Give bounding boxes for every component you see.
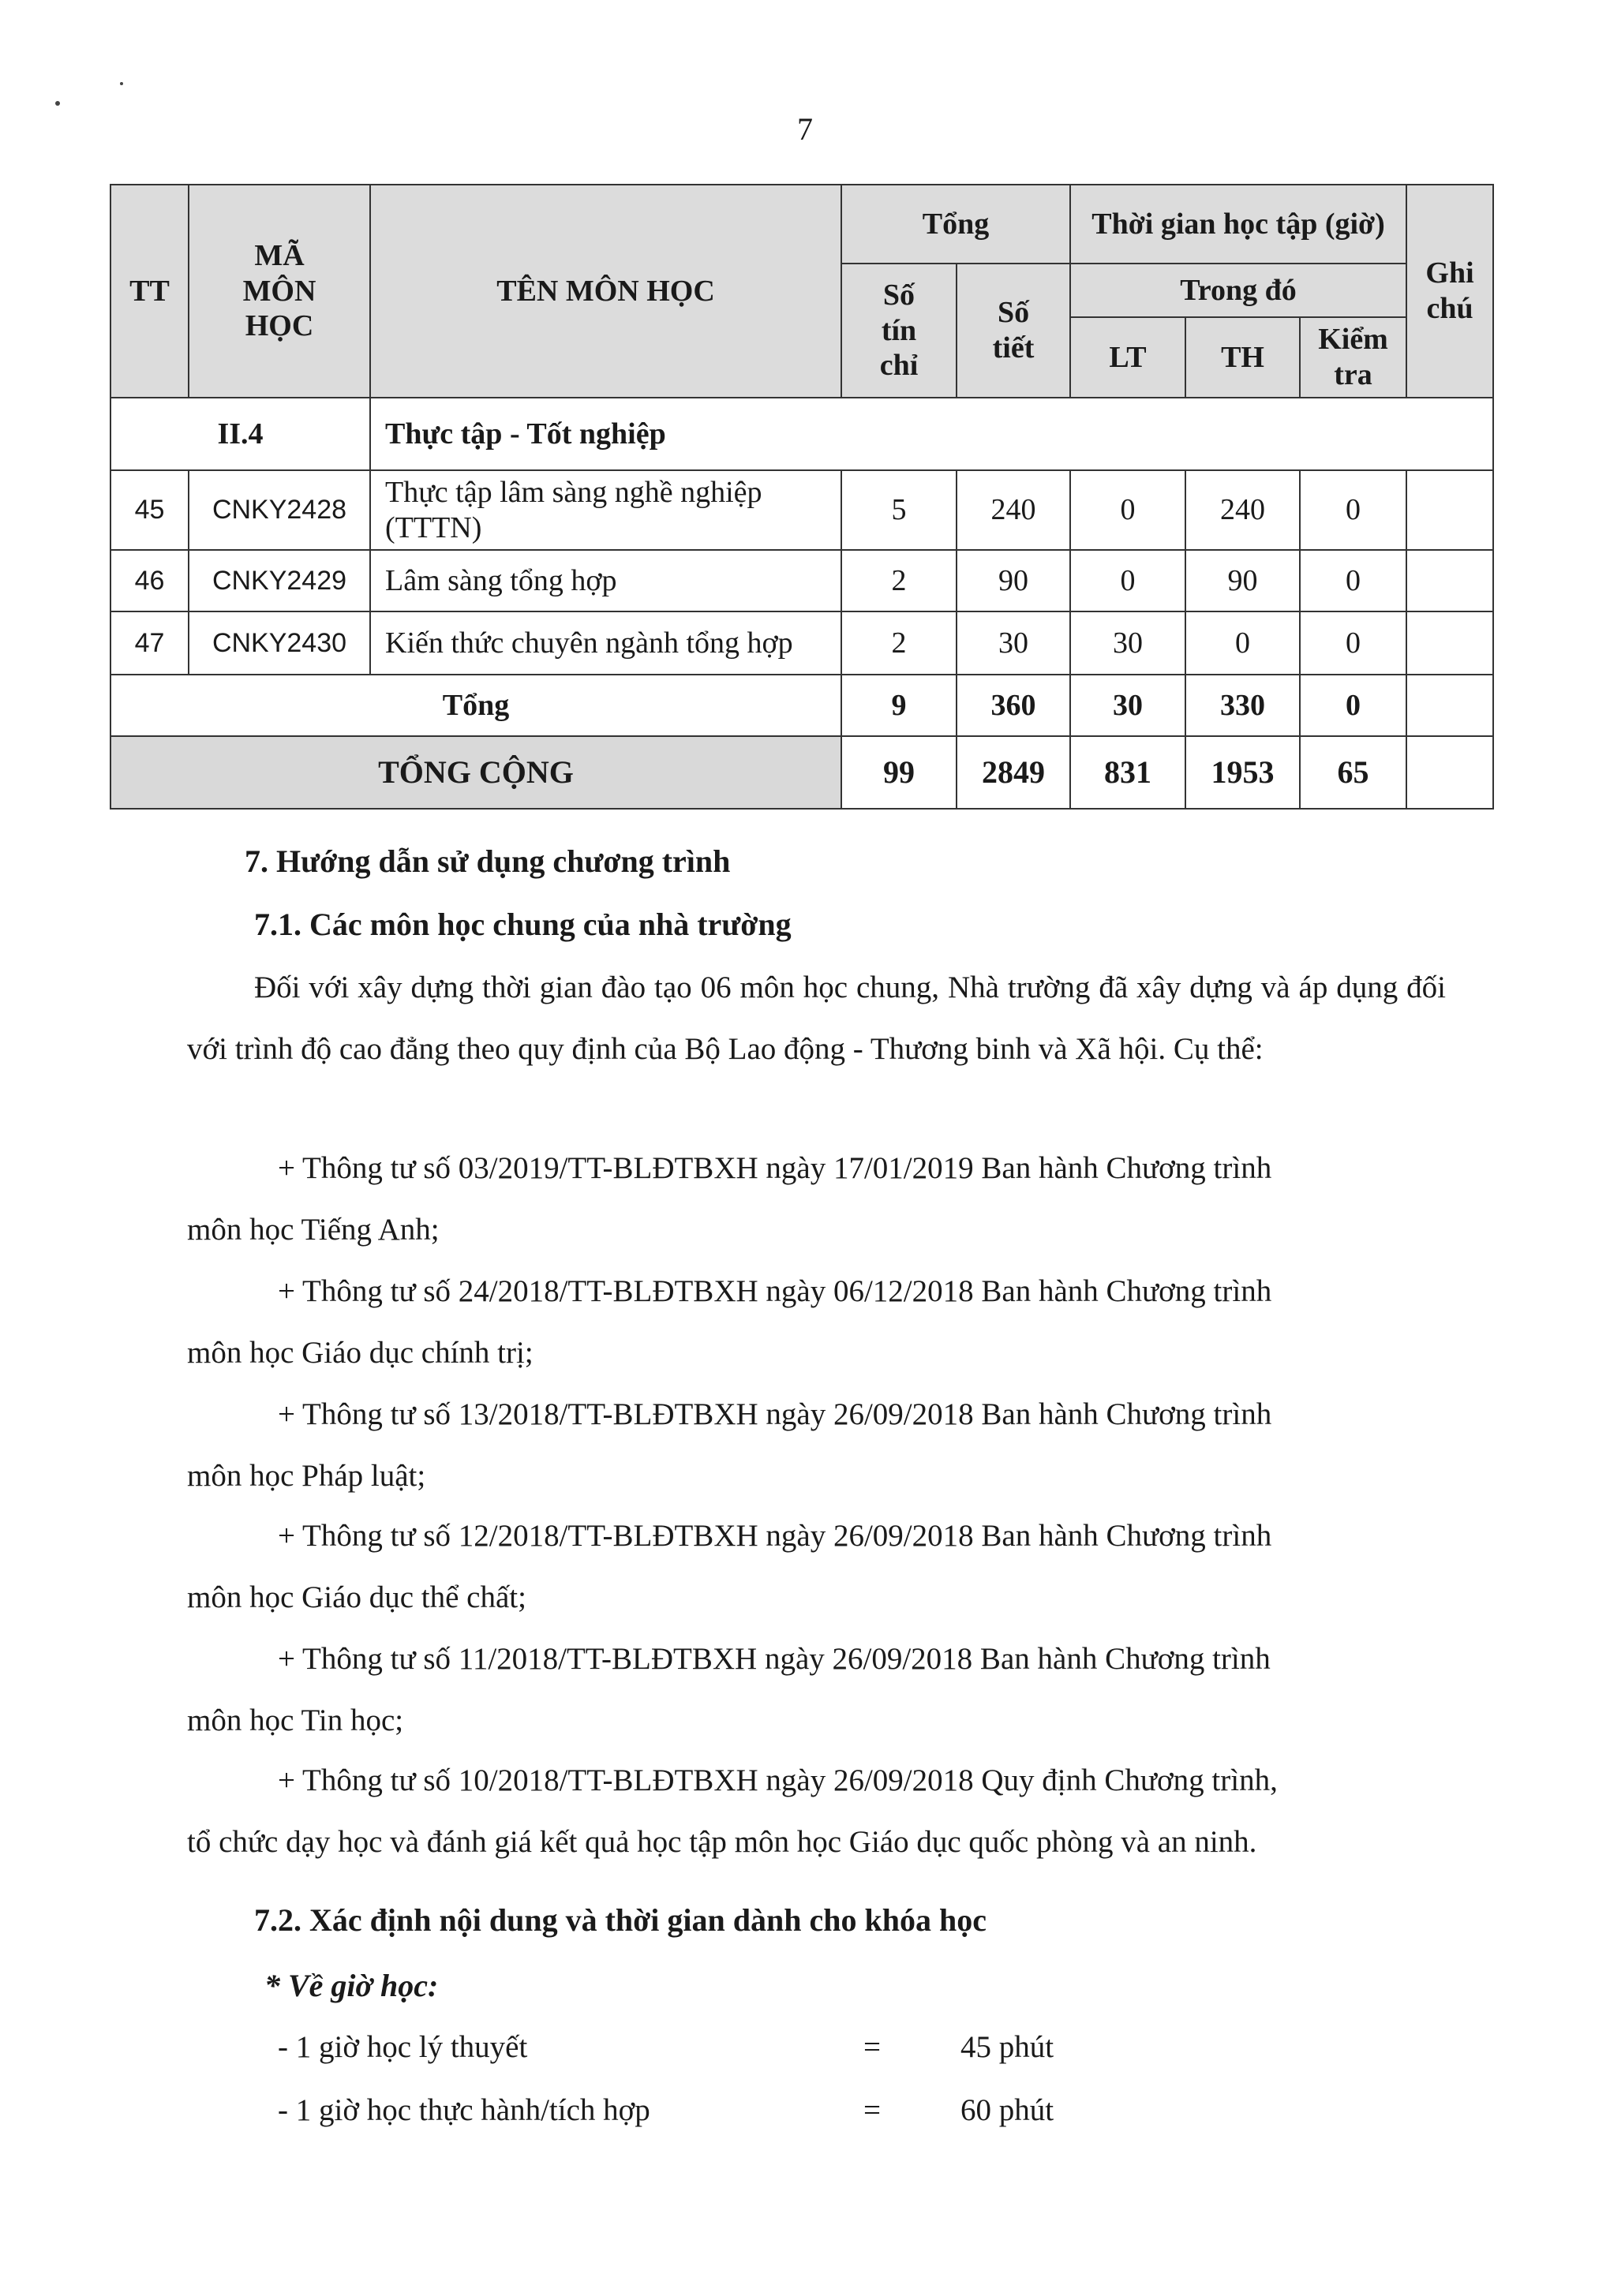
- subtotal-th: 330: [1185, 675, 1300, 736]
- regulation-item-cont: môn học Giáo dục chính trị;: [187, 1336, 534, 1370]
- cell-kt: 0: [1300, 611, 1406, 675]
- grand-total-row: [110, 736, 1493, 809]
- section-7-1-heading: 7.1. Các môn học chung của nhà trường: [254, 907, 792, 942]
- intro-paragraph: Đối với xây dựng thời gian đào tạo 06 môn học chung, Nhà trường đã xây dựng và áp dụng đối với trình độ cao đẳng theo quy định của Bộ Lao động - Thương binh và Xã hội. Cụ thể:: [187, 970, 1446, 1066]
- section-7-heading: 7. Hướng dẫn sử dụng chương trình: [245, 843, 731, 879]
- cell-tin-chi: 5: [841, 470, 957, 550]
- regulation-item-cont: môn học Tiếng Anh;: [187, 1213, 440, 1247]
- cell-th: 90: [1185, 550, 1300, 611]
- hour-equals: =: [863, 2093, 881, 2127]
- header-trong-do: Trong đó: [1070, 264, 1406, 317]
- regulation-item: + Thông tư số 03/2019/TT-BLĐTBXH ngày 17/01/2019 Ban hành Chương trình: [278, 1151, 1272, 1185]
- cell-kt: 0: [1300, 550, 1406, 611]
- hour-value: 60 phút: [960, 2093, 1054, 2127]
- regulation-item-cont: môn học Giáo dục thể chất;: [187, 1580, 526, 1614]
- grand-total-tiet: 2849: [957, 736, 1070, 809]
- cell-tiet: 90: [957, 550, 1070, 611]
- regulation-item: + Thông tư số 13/2018/TT-BLĐTBXH ngày 26/09/2018 Ban hành Chương trình: [278, 1397, 1272, 1431]
- cell-tin-chi: 2: [841, 611, 957, 675]
- cell-ma: CNKY2428: [189, 470, 370, 550]
- cell-tt: 46: [110, 550, 189, 611]
- cell-th: 240: [1185, 470, 1300, 550]
- cell-tin-chi: 2: [841, 550, 957, 611]
- subtotal-lt: 30: [1070, 675, 1185, 736]
- cell-tiet: 240: [957, 470, 1070, 550]
- hour-equals: =: [863, 2030, 881, 2064]
- curriculum-table: [110, 184, 1494, 810]
- header-kiem-tra: Kiểm tra: [1300, 317, 1406, 398]
- cell-lt: 0: [1070, 550, 1185, 611]
- cell-ma: CNKY2429: [189, 550, 370, 611]
- cell-lt: 0: [1070, 470, 1185, 550]
- cell-ma: CNKY2430: [189, 611, 370, 675]
- cell-tiet: 30: [957, 611, 1070, 675]
- cell-ten: Kiến thức chuyên ngành tổng hợp: [370, 611, 841, 675]
- regulation-item: + Thông tư số 11/2018/TT-BLĐTBXH ngày 26/09/2018 Ban hành Chương trình: [278, 1642, 1271, 1676]
- regulation-item: + Thông tư số 12/2018/TT-BLĐTBXH ngày 26/09/2018 Ban hành Chương trình: [278, 1519, 1272, 1553]
- header-tt: TT: [110, 185, 189, 398]
- cell-lt: 30: [1070, 611, 1185, 675]
- cell-ghi-chu: [1406, 550, 1493, 611]
- subtotal-tin-chi: 9: [841, 675, 957, 736]
- header-so-tiet: Số tiết: [957, 264, 1070, 398]
- grand-total-kt: 65: [1300, 736, 1406, 809]
- grand-total-label: TỔNG CỘNG: [110, 736, 841, 809]
- cell-ghi-chu: [1406, 611, 1493, 675]
- header-thoi-gian: Thời gian học tập (giờ): [1070, 185, 1406, 264]
- section-7-2-heading: 7.2. Xác định nội dung và thời gian dành cho khóa học: [254, 1902, 987, 1938]
- grand-total-lt: 831: [1070, 736, 1185, 809]
- header-ghi-chu: Ghi chú: [1406, 185, 1493, 398]
- cell-kt: 0: [1300, 470, 1406, 550]
- hour-value: 45 phút: [960, 2030, 1054, 2064]
- section-title: Thực tập - Tốt nghiệp: [370, 398, 1493, 470]
- cell-tt: 45: [110, 470, 189, 550]
- grand-total-th: 1953: [1185, 736, 1300, 809]
- hours-heading: * Về giờ học:: [264, 1968, 439, 2003]
- cell-ghi-chu: [1406, 470, 1493, 550]
- table-row: [110, 470, 1493, 550]
- cell-ten: Thực tập lâm sàng nghề nghiệp (TTTN): [370, 470, 841, 550]
- regulation-item-cont: môn học Pháp luật;: [187, 1459, 426, 1493]
- grand-total-ghi-chu: [1406, 736, 1493, 809]
- header-th: TH: [1185, 317, 1300, 398]
- hour-label: - 1 giờ học lý thuyết: [278, 2030, 528, 2064]
- regulation-item-cont: tổ chức dạy học và đánh giá kết quả học tập môn học Giáo dục quốc phòng và an ninh.: [187, 1825, 1257, 1859]
- subtotal-row: [110, 675, 1493, 736]
- scan-dot: [55, 101, 60, 106]
- cell-tt: 47: [110, 611, 189, 675]
- table-row: [110, 611, 1493, 675]
- header-lt: LT: [1070, 317, 1185, 398]
- header-ma-mon-hoc: MÃ MÔN HỌC: [189, 185, 370, 398]
- regulation-item: + Thông tư số 24/2018/TT-BLĐTBXH ngày 06/12/2018 Ban hành Chương trình: [278, 1274, 1272, 1308]
- section-code: II.4: [110, 398, 370, 470]
- header-so-tin-chi: Số tín chỉ: [841, 264, 957, 398]
- subtotal-tiet: 360: [957, 675, 1070, 736]
- subtotal-ghi-chu: [1406, 675, 1493, 736]
- scan-dot: [120, 82, 123, 85]
- hour-label: - 1 giờ học thực hành/tích hợp: [278, 2093, 650, 2127]
- header-ten-mon-hoc: TÊN MÔN HỌC: [370, 185, 841, 398]
- subtotal-kt: 0: [1300, 675, 1406, 736]
- table-row: [110, 550, 1493, 611]
- regulation-item-cont: môn học Tin học;: [187, 1703, 404, 1737]
- regulation-item: + Thông tư số 10/2018/TT-BLĐTBXH ngày 26/09/2018 Quy định Chương trình,: [278, 1763, 1278, 1797]
- subtotal-label: Tổng: [110, 675, 841, 736]
- cell-ten: Lâm sàng tổng hợp: [370, 550, 841, 611]
- cell-th: 0: [1185, 611, 1300, 675]
- header-tong: Tổng: [841, 185, 1070, 264]
- grand-total-tin-chi: 99: [841, 736, 957, 809]
- page-number: 7: [797, 111, 813, 147]
